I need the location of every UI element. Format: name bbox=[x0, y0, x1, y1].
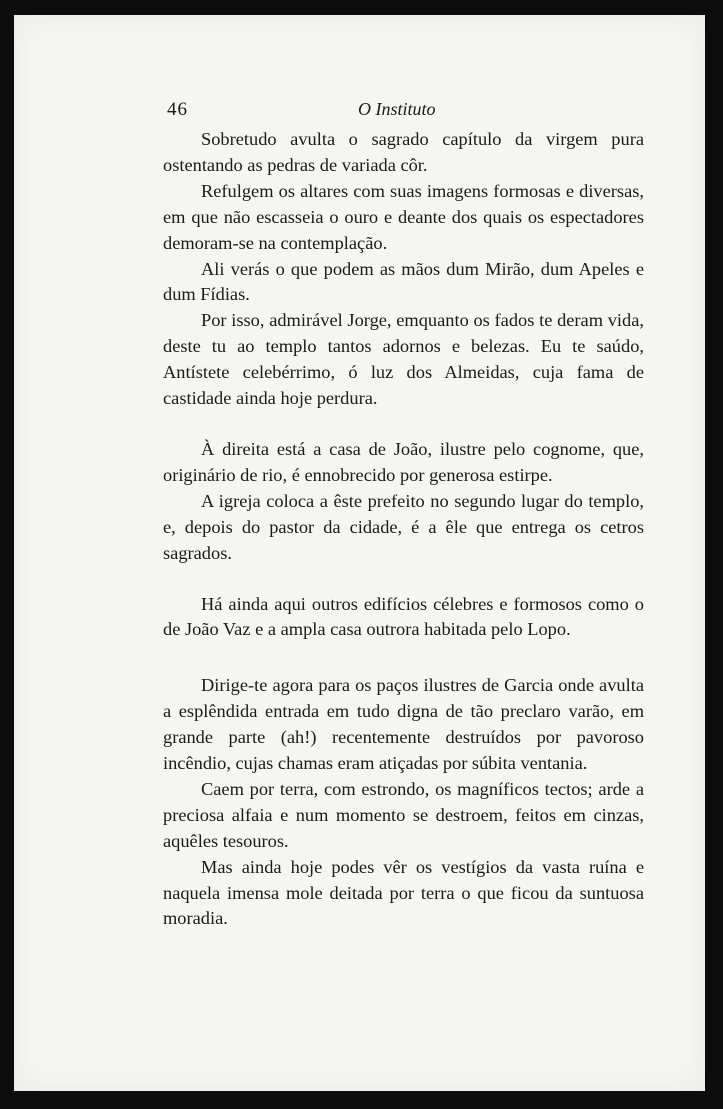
paragraph: Sobretudo avulta o sagrado capítulo da virgem pura ostentando as pedras de variada côr. bbox=[163, 129, 644, 175]
page-number: 46 bbox=[167, 99, 188, 120]
page-header bbox=[14, 99, 705, 123]
body-text bbox=[163, 127, 644, 932]
paragraph: Por isso, admirável Jorge, emquanto os fados te deram vida, deste tu ao templo tantos adornos e belezas. Eu te saúdo, Antístete celebérrimo, ó luz dos Almeidas, cuja fama de castidade ainda hoje perdura. bbox=[163, 310, 644, 409]
book-page bbox=[14, 15, 705, 1091]
paragraph: Ali verás o que podem as mãos dum Mirão, dum Apeles e dum Fídias. bbox=[163, 258, 644, 305]
paragraph: Há ainda aqui outros edifícios célebres e formosos como o de João Vaz e a ampla casa outrora habitada pelo Lopo. bbox=[163, 593, 644, 640]
paragraph: Caem por terra, com estrondo, os magníficos tectos; arde a preciosa alfaia e num momento se destroem, feitos em cinzas, aquêles tesouros. bbox=[163, 778, 644, 851]
paragraph: Mas ainda hoje podes vêr os vestígios da vasta ruína e naquela imensa mole deitada por terra o que ficou da suntuosa moradia. bbox=[163, 856, 644, 929]
running-title: O Instituto bbox=[358, 99, 436, 119]
paragraph: Dirige-te agora para os paços ilustres de Garcia onde avulta a esplêndida entrada em tudo digna de tão preclaro varão, em grande parte (ah!) recentemente destruídos por pavoroso incêndio, cujas chamas eram atiçadas por súbita ventania. bbox=[163, 675, 644, 774]
paragraph: Refulgem os altares com suas imagens formosas e diversas, em que não escasseia o ouro e deante dos quais os espectadores demoram-se na contemplação. bbox=[163, 180, 644, 253]
paragraph: À direita está a casa de João, ilustre pelo cognome, que, originário de rio, é ennobrecido por generosa estirpe. bbox=[163, 438, 644, 485]
paragraph: A igreja coloca a êste prefeito no segundo lugar do templo, e, depois do pastor da cidade, é a êle que entrega os cetros sagrados. bbox=[163, 490, 644, 563]
